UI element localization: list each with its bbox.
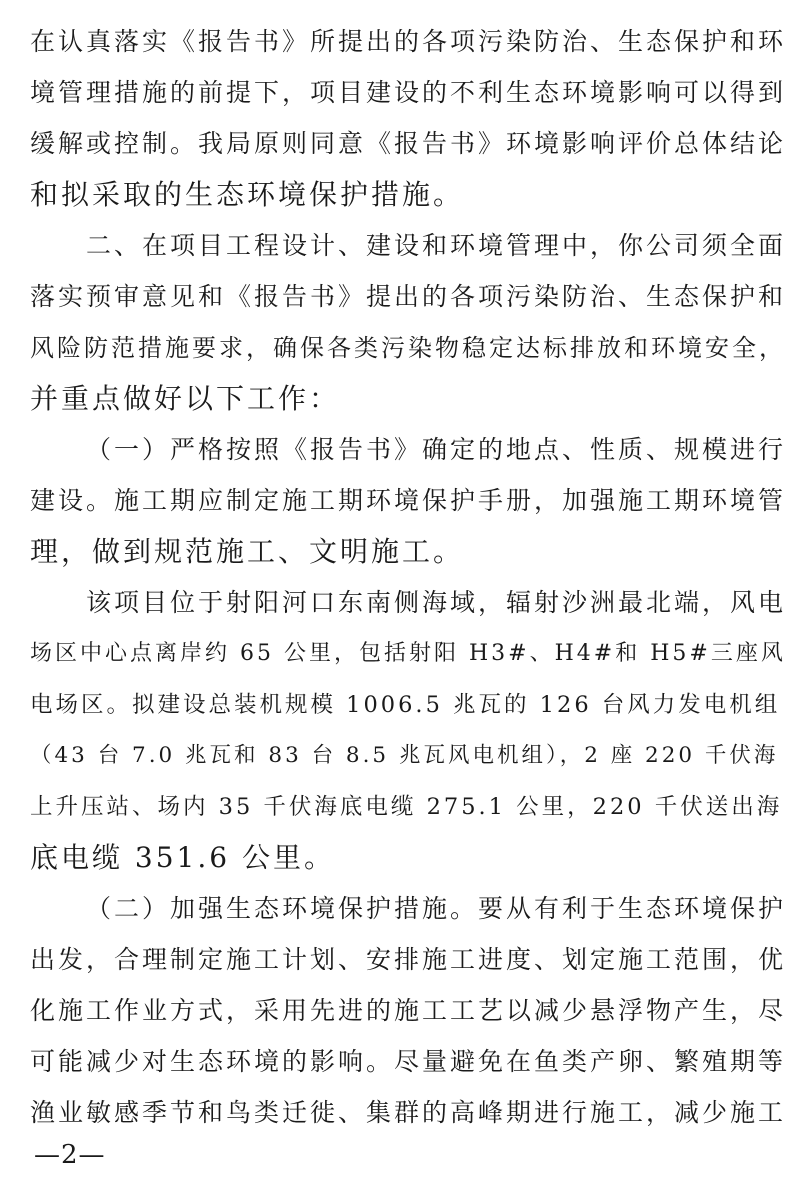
text-line: 渔业敏感季节和鸟类迁徙、集群的高峰期进行施工，减少施工 [30,1098,787,1127]
text-line: 底电缆 351.6 公里。 [30,841,335,874]
text-line: 缓解或控制。我局原则同意《报告书》环境影响评价总体结论 [30,129,787,158]
text-line: 出发，合理制定施工计划、安排施工进度、划定施工范围，优 [30,945,787,974]
text-line: （一）严格按照《报告书》确定的地点、性质、规模进行 [86,435,787,464]
text-line: 落实预审意见和《报告书》提出的各项污染防治、生态保护和 [30,282,787,311]
text-line: 该项目位于射阳河口东南侧海域，辐射沙洲最北端，风电 [86,588,787,617]
text-line: 可能减少对生态环境的影响。尽量避免在鱼类产卵、繁殖期等 [30,1047,787,1076]
page-number: —2— [34,1140,106,1170]
text-line: 在认真落实《报告书》所提出的各项污染防治、生态保护和环 [30,27,787,56]
text-line: 境管理措施的前提下，项目建设的不利生态环境影响可以得到 [30,78,787,107]
text-line: （二）加强生态环境保护措施。要从有利于生态环境保护 [86,894,787,923]
text-line: 二、在项目工程设计、建设和环境管理中，你公司须全面 [86,231,787,260]
text-line: （43 台 7.0 兆瓦和 83 台 8.5 兆瓦风电机组），2 座 220 千伏海 [30,743,779,768]
text-line: 并重点做好以下工作： [30,382,341,415]
text-line: 化施工作业方式，采用先进的施工工艺以减少悬浮物产生，尽 [30,996,787,1025]
text-line: 场区中心点离岸约 65 公里，包括射阳 H3#、H4#和 H5#三座风 [30,641,786,666]
text-line: 理，做到规范施工、文明施工。 [30,535,465,568]
text-line: 建设。施工期应制定施工期环境保护手册，加强施工期环境管 [30,486,787,515]
text-line: 风险防范措施要求，确保各类污染物稳定达标排放和环境安全， [30,334,786,362]
text-line: 上升压站、场内 35 千伏海底电缆 275.1 公里，220 千伏送出海 [30,794,783,820]
text-line: 电场区。拟建设总装机规模 1006.5 兆瓦的 126 台风力发电机组 [30,692,781,718]
text-line: 和拟采取的生态环境保护措施。 [30,178,465,211]
